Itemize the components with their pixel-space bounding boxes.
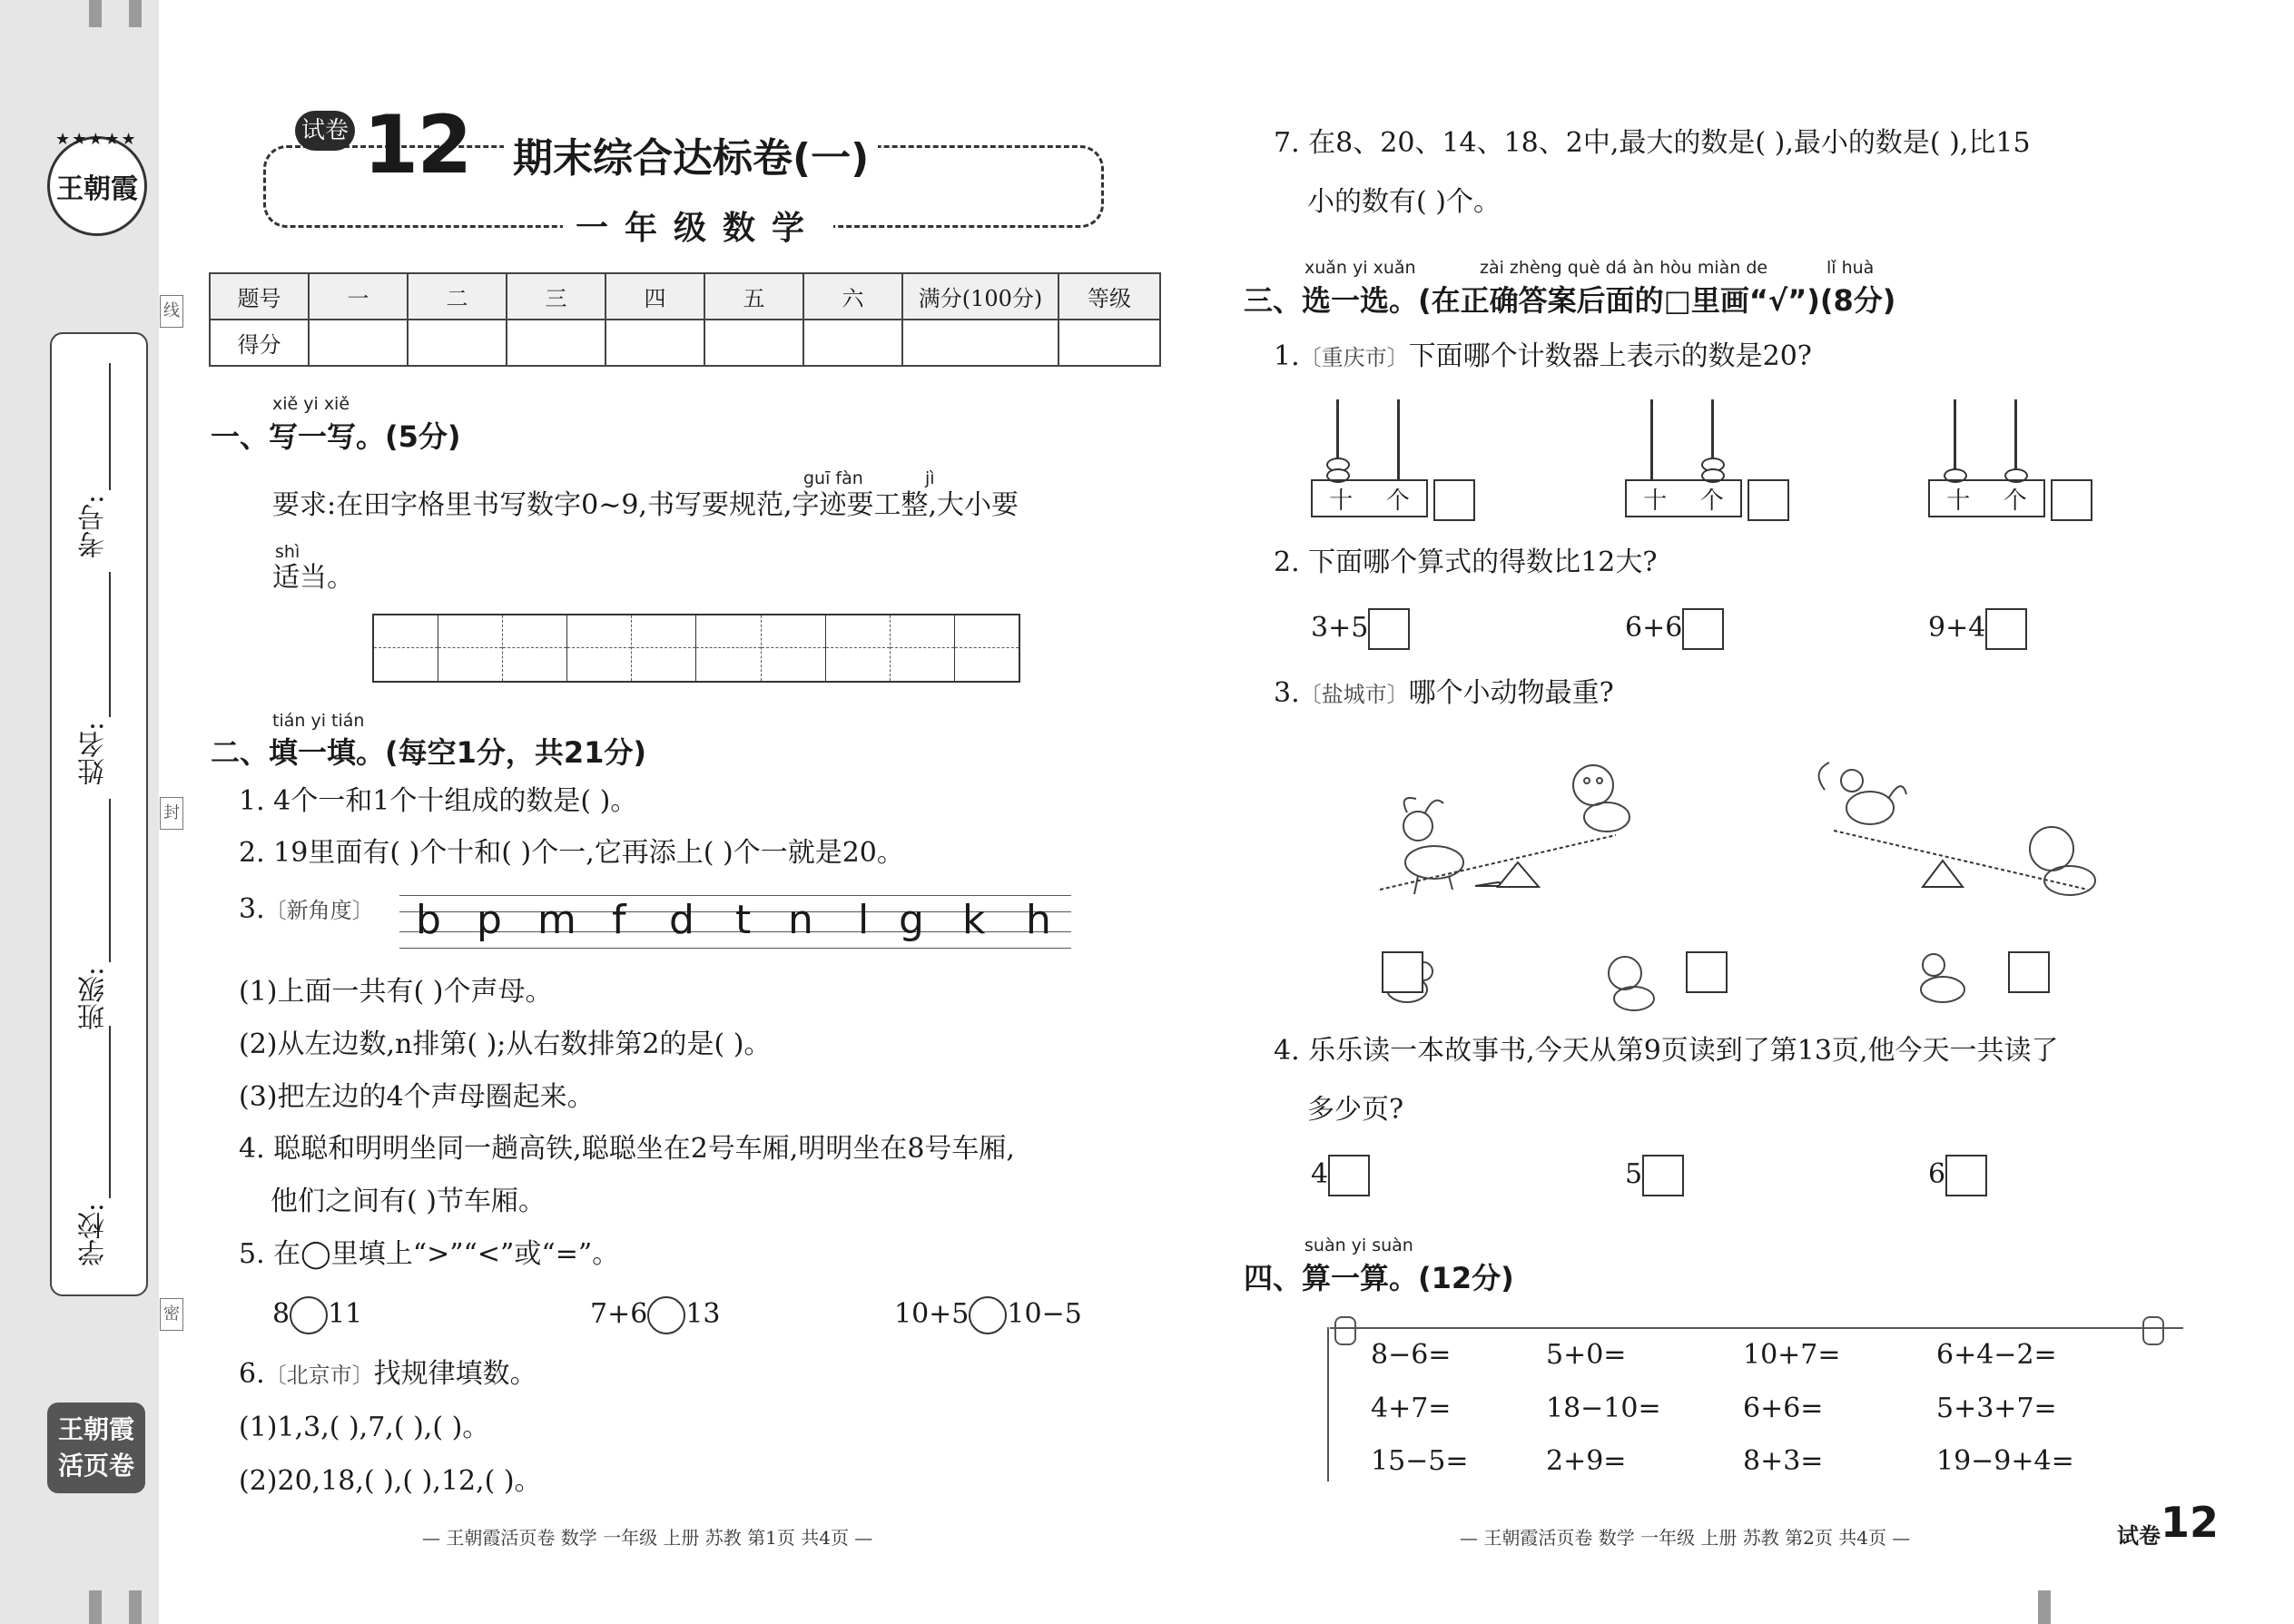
question-2-1: 1. 4个一和1个十组成的数是( )。 <box>239 785 638 817</box>
calc-item[interactable]: 8−6= <box>1371 1339 1452 1371</box>
ones-label: 个 <box>2003 487 2027 515</box>
answer-checkbox[interactable] <box>1433 479 1475 521</box>
score-input-cell[interactable] <box>1058 320 1160 366</box>
answer-checkbox[interactable] <box>1945 1155 1987 1196</box>
binding-mark: 封 <box>160 797 183 830</box>
table-cell: 六 <box>803 273 902 320</box>
question-tag: 〔重庆市〕 <box>1299 345 1409 370</box>
answer-checkbox[interactable] <box>2051 479 2092 521</box>
letter[interactable]: h <box>1026 897 1051 943</box>
name-line[interactable] <box>109 572 111 717</box>
tens-label: 十 <box>1946 487 1971 515</box>
option-label: 4 <box>1311 1158 1329 1190</box>
gray-bar <box>2038 1590 2051 1624</box>
compare-item <box>272 1296 362 1334</box>
compare-circle[interactable] <box>290 1296 328 1334</box>
pinyin: tián yi tián <box>272 711 365 731</box>
table-cell: 满分(100分) <box>902 273 1058 320</box>
pinyin: xuǎn yi xuǎn <box>1305 258 1416 278</box>
question-2-3 <box>239 891 374 929</box>
calc-item[interactable]: 18−10= <box>1546 1393 1661 1424</box>
question-2-3-1: (1)上面一共有( )个声母。 <box>239 976 553 1008</box>
question-text: 哪个小动物最重? <box>1408 677 1614 709</box>
dog-icon <box>2030 827 2095 895</box>
corner-number: 12 <box>2161 1498 2220 1547</box>
exam-number: 12 <box>363 98 471 192</box>
compare-item <box>894 1296 1082 1334</box>
score-input-cell[interactable] <box>902 320 1058 366</box>
brand-badge-line2: 活页卷 <box>57 1451 134 1481</box>
requirement-text: 要求:在田字格里书写数字0~9,书写要规范,字迹要工整,大小要 <box>272 489 1019 521</box>
compare-left: 7+6 <box>590 1298 648 1330</box>
abacus-b <box>1625 399 1788 522</box>
question-tag: 〔北京市〕 <box>264 1363 374 1388</box>
question-2-6-2: (2)20,18,( ),( ),12,( )。 <box>239 1465 542 1497</box>
answer-checkbox[interactable] <box>1748 479 1789 521</box>
brand-badge <box>47 1403 145 1493</box>
exam-badge: 试卷 <box>295 111 355 151</box>
option <box>1928 608 2027 650</box>
answer-checkbox[interactable] <box>1985 608 2027 650</box>
goat-icon <box>1921 954 1964 1002</box>
writing-grid[interactable] <box>372 614 1020 683</box>
gray-bar <box>89 1590 102 1624</box>
option-label: 5 <box>1625 1158 1643 1190</box>
question-tag: 〔盐城市〕 <box>1299 682 1409 707</box>
brand-badge-line1: 王朝霞 <box>57 1414 134 1444</box>
star-icons: ★★★★★ <box>55 130 138 149</box>
seesaw-left <box>1380 835 1616 890</box>
dog-icon <box>1609 957 1654 1010</box>
question-number: 3. <box>239 893 265 925</box>
question-2-7-line2: 小的数有( )个。 <box>1307 186 1501 218</box>
question-3-4-line2: 多少页? <box>1307 1094 1404 1126</box>
question-number: 3. <box>1274 677 1300 709</box>
answer-checkbox[interactable] <box>1382 951 1423 993</box>
question-tag: 〔新角度〕 <box>264 898 374 923</box>
calc-item[interactable]: 5+0= <box>1546 1339 1627 1371</box>
name-label: 姓名: <box>78 722 110 786</box>
requirement-text: 适当。 <box>272 562 354 594</box>
compare-circle[interactable] <box>969 1296 1007 1334</box>
consonant-letters <box>399 890 1071 953</box>
table-cell: 题号 <box>210 273 309 320</box>
dog-icon <box>1573 765 1629 832</box>
letter[interactable]: g <box>899 897 924 943</box>
abacus-a <box>1311 399 1474 522</box>
score-input-cell[interactable] <box>803 320 902 366</box>
balance-illustration <box>1362 744 2224 1017</box>
option-label: 6 <box>1928 1158 1946 1190</box>
calc-item[interactable]: 10+7= <box>1743 1339 1841 1371</box>
logo-text: 王朝霞 <box>56 173 138 205</box>
question-2-6-1: (1)1,3,( ),7,( ),( )。 <box>239 1412 490 1443</box>
question-text: 下面哪个计数器上表示的数是20? <box>1408 340 1812 372</box>
table-cell: 三 <box>507 273 605 320</box>
compare-left: 10+5 <box>894 1298 970 1330</box>
calc-item[interactable]: 19−9+4= <box>1936 1445 2074 1477</box>
question-2-4-line2: 他们之间有( )节车厢。 <box>271 1186 546 1217</box>
compare-left: 8 <box>272 1298 290 1330</box>
compare-right: 13 <box>685 1298 721 1330</box>
answer-checkbox[interactable] <box>1642 1155 1684 1196</box>
student-info-box <box>50 332 148 1296</box>
exam-number-label: 考号: <box>78 495 110 559</box>
pinyin: jì <box>925 468 935 488</box>
question-2-2: 2. 19里面有( )个十和( )个一,它再添上( )个一就是20。 <box>239 837 904 869</box>
question-2-4: 4. 聪聪和明明坐同一趟高铁,聪聪坐在2号车厢,明明坐在8号车厢, <box>239 1133 1015 1165</box>
footer-left: — 王朝霞活页卷 数学 一年级 上册 苏教 第1页 共4页 — <box>422 1527 873 1549</box>
question-2-3-3: (3)把左边的4个声母圈起来。 <box>239 1081 595 1113</box>
section-heading-3: 三、选一选。(在正确答案后面的□里画“√”)(8分) <box>1244 283 1896 318</box>
seesaw-right <box>1834 831 2088 890</box>
score-table-header-row <box>210 273 1160 320</box>
calc-item[interactable]: 8+3= <box>1743 1445 1824 1477</box>
page-subtitle: 一年级数学 <box>563 202 833 249</box>
corner-badge: 试卷 <box>2117 1523 2161 1549</box>
option <box>1928 1155 1987 1196</box>
question-2-6 <box>239 1356 537 1393</box>
option <box>1625 608 1724 650</box>
question-2-5: 5. 在◯里填上“>”“<”或“=”。 <box>239 1238 620 1270</box>
answer-checkbox[interactable] <box>1686 951 1728 993</box>
ones-label: 个 <box>1385 487 1410 515</box>
scroll-rod <box>1330 1327 2183 1329</box>
class-line[interactable] <box>109 799 111 962</box>
table-cell: 得分 <box>210 320 309 366</box>
letter[interactable]: t <box>735 897 752 943</box>
rooster-icon <box>1819 763 1906 824</box>
letter[interactable]: f <box>612 897 626 943</box>
question-text: 找规律填数。 <box>373 1358 537 1390</box>
calc-item[interactable]: 5+3+7= <box>1936 1393 2057 1424</box>
abacus-c <box>1928 399 2092 522</box>
compare-item <box>590 1296 721 1334</box>
exam-number-line[interactable] <box>109 363 111 490</box>
pinyin: guī fàn <box>803 468 863 488</box>
school-label: 学校: <box>78 1203 110 1267</box>
footer-right: — 王朝霞活页卷 数学 一年级 上册 苏教 第2页 共4页 — <box>1460 1527 1911 1549</box>
option <box>1311 1155 1370 1196</box>
school-line[interactable] <box>109 1026 111 1198</box>
letter[interactable]: l <box>858 897 870 943</box>
gray-bar <box>129 1590 142 1624</box>
table-cell: 等级 <box>1058 273 1160 320</box>
pinyin: lǐ huà <box>1826 258 1875 278</box>
calc-item[interactable]: 15−5= <box>1371 1445 1469 1477</box>
section-heading-1: 一、写一写。(5分) <box>211 419 461 454</box>
pinyin: shì <box>275 542 300 562</box>
gray-bar <box>129 0 142 27</box>
binding-mark: 线 <box>160 295 183 328</box>
table-cell: 一 <box>309 273 408 320</box>
calc-item[interactable]: 6+4−2= <box>1936 1339 2057 1371</box>
letter[interactable]: d <box>669 897 694 943</box>
section-heading-4: 四、算一算。(12分) <box>1244 1261 1514 1295</box>
question-3-2: 2. 下面哪个算式的得数比12大? <box>1274 546 1658 578</box>
letter[interactable]: k <box>962 897 986 943</box>
answer-checkbox[interactable] <box>1682 608 1724 650</box>
score-input-cell[interactable] <box>605 320 704 366</box>
calc-item[interactable]: 6+6= <box>1743 1393 1824 1424</box>
question-3-4: 4. 乐乐读一本故事书,今天从第9页读到了第13页,他今天一共读了 <box>1274 1035 2059 1067</box>
question-2-3-2: (2)从左边数,n排第( );从右数排第2的是( )。 <box>239 1029 772 1060</box>
section-heading-2: 二、填一填。(每空1分，共21分) <box>211 735 647 770</box>
question-2-7: 7. 在8、20、14、18、2中,最大的数是( ),最小的数是( ),比15 <box>1274 127 2031 159</box>
letter[interactable]: n <box>788 897 813 943</box>
answer-checkbox[interactable] <box>1328 1155 1370 1196</box>
answer-checkbox[interactable] <box>1368 608 1410 650</box>
score-table-row <box>210 320 1160 366</box>
scroll-knob-icon <box>2142 1316 2164 1345</box>
pinyin: xiě yi xiě <box>272 394 350 414</box>
letter[interactable]: m <box>537 897 576 943</box>
scroll-edge <box>1327 1327 1329 1481</box>
compare-circle[interactable] <box>647 1296 685 1334</box>
gray-bar <box>89 0 102 27</box>
score-input-cell[interactable] <box>309 320 408 366</box>
tens-label: 十 <box>1329 487 1354 515</box>
class-label: 班级: <box>78 967 110 1031</box>
binding-mark: 密 <box>160 1298 183 1331</box>
score-input-cell[interactable] <box>507 320 605 366</box>
goat-icon <box>1403 798 1463 894</box>
option-label: 6+6 <box>1625 612 1683 644</box>
pinyin: suàn yi suàn <box>1305 1235 1413 1255</box>
score-table <box>209 272 1161 367</box>
letter[interactable]: p <box>477 897 502 943</box>
question-3-3 <box>1274 675 1614 713</box>
logo-seal <box>47 130 147 236</box>
compare-right: 10−5 <box>1007 1298 1082 1330</box>
question-3-1 <box>1274 339 1812 376</box>
option-label: 9+4 <box>1928 612 1986 644</box>
question-number: 1. <box>1274 340 1300 372</box>
question-number: 6. <box>239 1358 265 1390</box>
score-input-cell[interactable] <box>704 320 803 366</box>
scroll-knob-icon <box>1334 1316 1356 1345</box>
tens-label: 十 <box>1643 487 1668 515</box>
page-title: 期末综合达标卷(一) <box>504 125 878 183</box>
table-cell: 五 <box>704 273 803 320</box>
option <box>1625 1155 1684 1196</box>
option <box>1311 608 1410 650</box>
compare-right: 11 <box>328 1298 363 1330</box>
answer-checkbox[interactable] <box>2008 951 2050 993</box>
table-cell: 四 <box>605 273 704 320</box>
table-cell: 二 <box>408 273 507 320</box>
letter[interactable]: b <box>416 897 441 943</box>
calc-item[interactable]: 2+9= <box>1546 1445 1627 1477</box>
pinyin: zài zhèng què dá àn hòu miàn de <box>1480 258 1768 278</box>
option-label: 3+5 <box>1311 612 1369 644</box>
score-input-cell[interactable] <box>408 320 507 366</box>
calc-item[interactable]: 4+7= <box>1371 1393 1452 1424</box>
ones-label: 个 <box>1699 487 1724 515</box>
